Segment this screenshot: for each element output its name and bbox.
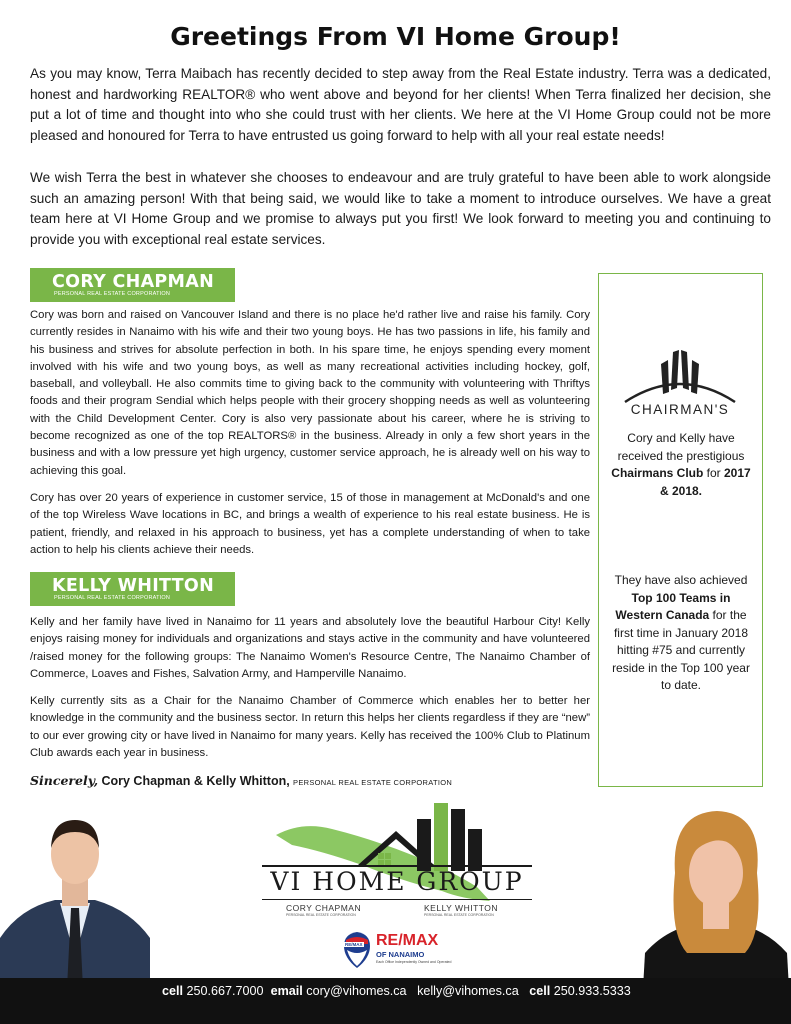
award1-text: Cory and Kelly have received the prestigious xyxy=(617,431,745,463)
cell-label-1: cell xyxy=(162,984,184,998)
kelly-phone[interactable]: 250.933.5333 xyxy=(553,984,631,998)
kelly-bio-1: Kelly and her family have lived in Nanaimo for 11 years and absolutely love the beautiful Harbour City! Kelly enjoys raising money for individuals and organizations and stays active in the community and have volunteered /raised money for the following groups: The Nanaimo Women's Resource Centre, The Nanaimo Chamber of Commerce, Loaves and Fishes, Salvation Army, and Hamperville Nanaimo. xyxy=(30,616,590,680)
cory-bio-1: Cory was born and raised on Vancouver Island and there is no place he'd rather live and raise his family. Cory currently resides in Nanaimo with his wife and their two young boys. He has two passions in life, his family and his business and strives for absolute perfection in both. In his spare time, he enjoys spending every moment involved with his wife and two young boys, as well as many recreational activities including hockey, golf, baseball, and volleyball. He also commits time to giving back to the community with volunteering with Thriftys foods and their program Sendial which helps people with their grocery shopping needs as well as volunteering with the Child Development Center. Cory is also very passionate about his career, where he is striving to become recognized as one of the top REALTORS® in the business. Already in only a few short years in the business and with a low pressure yet high urgency, customer service approach, he is already well on his way to achieving this goal. xyxy=(30,309,590,477)
remax-tagline: Each Office Independently Owned and Operated xyxy=(376,960,452,964)
cory-name-banner xyxy=(30,268,235,302)
kelly-email[interactable]: kelly@vihomes.ca xyxy=(417,984,519,998)
contact-footer xyxy=(0,978,791,1024)
logo-divider xyxy=(262,899,532,900)
signature-names: Cory Chapman & Kelly Whitton, xyxy=(101,774,290,788)
award2-text: They have also achieved xyxy=(614,573,748,587)
top100-award-text xyxy=(607,572,755,695)
cory-name: CORY CHAPMAN xyxy=(52,272,215,292)
intro-paragraph-2: We wish Terra the best in whatever she chooses to endeavour and are truly grateful to have been able to work alongside such an amazing person! With that being said, we would like to take a moment to introduce ourselves. We have a great team here at VI Home Group and we promise to always put you first! We look forward to meeting you and continuing to provide you with exceptional real estate services. xyxy=(30,170,771,247)
logo-agent2: KELLY WHITTON xyxy=(424,903,499,913)
remax-badge-text: RE/MAX xyxy=(345,942,363,947)
page-title: Greetings From VI Home Group! xyxy=(170,22,621,51)
chairmans-label: CHAIRMAN'S xyxy=(630,402,730,417)
awards-sidebar xyxy=(598,273,763,787)
cory-subtitle: PERSONAL REAL ESTATE CORPORATION xyxy=(54,291,171,297)
cory-phone[interactable]: 250.667.7000 xyxy=(186,984,264,998)
email-label: email xyxy=(270,984,303,998)
kelly-name-banner xyxy=(30,572,235,606)
chairmans-award-text xyxy=(607,430,755,500)
signature-line xyxy=(30,773,452,788)
remax-sub: OF NANAIMO xyxy=(376,950,425,959)
vi-home-group-logo xyxy=(262,795,532,975)
kelly-bio-2: Kelly currently sits as a Chair for the Nanaimo Chamber of Commerce which enables her to better her knowledge in the community and the business sector. In return this helps her clients regardless if they are “new” to our ever growing city or have lived in Nanaimo for many years. Kelly has received the 100% Club to Platinum Club awards each year in business. xyxy=(30,695,590,759)
cell-label-2: cell xyxy=(529,984,551,998)
award2-bold: Top 100 Teams in Western Canada xyxy=(615,590,731,622)
award2-post: for the first time in January 2018 hitting #75 and currently reside in the Top 100 year to date. xyxy=(612,608,750,692)
logo-agent1: CORY CHAPMAN xyxy=(286,903,362,913)
brand-name: VI HOME GROUP xyxy=(270,867,524,896)
award1-bold: Chairmans Club xyxy=(611,466,704,480)
remax-balloon-icon xyxy=(342,930,372,970)
kelly-name: KELLY WHITTON xyxy=(52,576,215,596)
chairmans-logo-icon xyxy=(621,346,739,406)
contact-line xyxy=(162,984,631,998)
award1-years: 2017 & 2018. xyxy=(659,466,751,498)
cory-email[interactable]: cory@vihomes.ca xyxy=(306,984,407,998)
kelly-subtitle: PERSONAL REAL ESTATE CORPORATION xyxy=(54,595,171,601)
logo-agent2-sub: PERSONAL REAL ESTATE CORPORATION xyxy=(424,913,494,917)
signature-corp: PERSONAL REAL ESTATE CORPORATION xyxy=(293,778,453,787)
sincerely-text: Sincerely, xyxy=(30,773,99,788)
intro-paragraph-1: As you may know, Terra Maibach has recently decided to step away from the Real Estate industry. Terra was a dedicated, honest and hardworking REALTOR® who went above and beyond for her clients! When Terra finalized her decision, she put a lot of time and thought into who she could trust with her clients. We here at the VI Home Group could not be more pleased and honoured for Terra to have entrusted us going forward to help with all your real estate needs! xyxy=(30,66,771,143)
logo-agent1-sub: PERSONAL REAL ESTATE CORPORATION xyxy=(286,913,356,917)
award1-mid: for xyxy=(703,466,724,480)
remax-brand: RE/MAX xyxy=(376,932,439,949)
cory-bio-2: Cory has over 20 years of experience in customer service, 15 of those in management at McDonald's and one of the top Wireless Wave locations in BC, and brings a wealth of experience to his real estate business. He is patient, friendly, and relaxed in his approach to business, yet has a complete understanding of when to take action to help his clients achieve their needs. xyxy=(30,492,590,556)
